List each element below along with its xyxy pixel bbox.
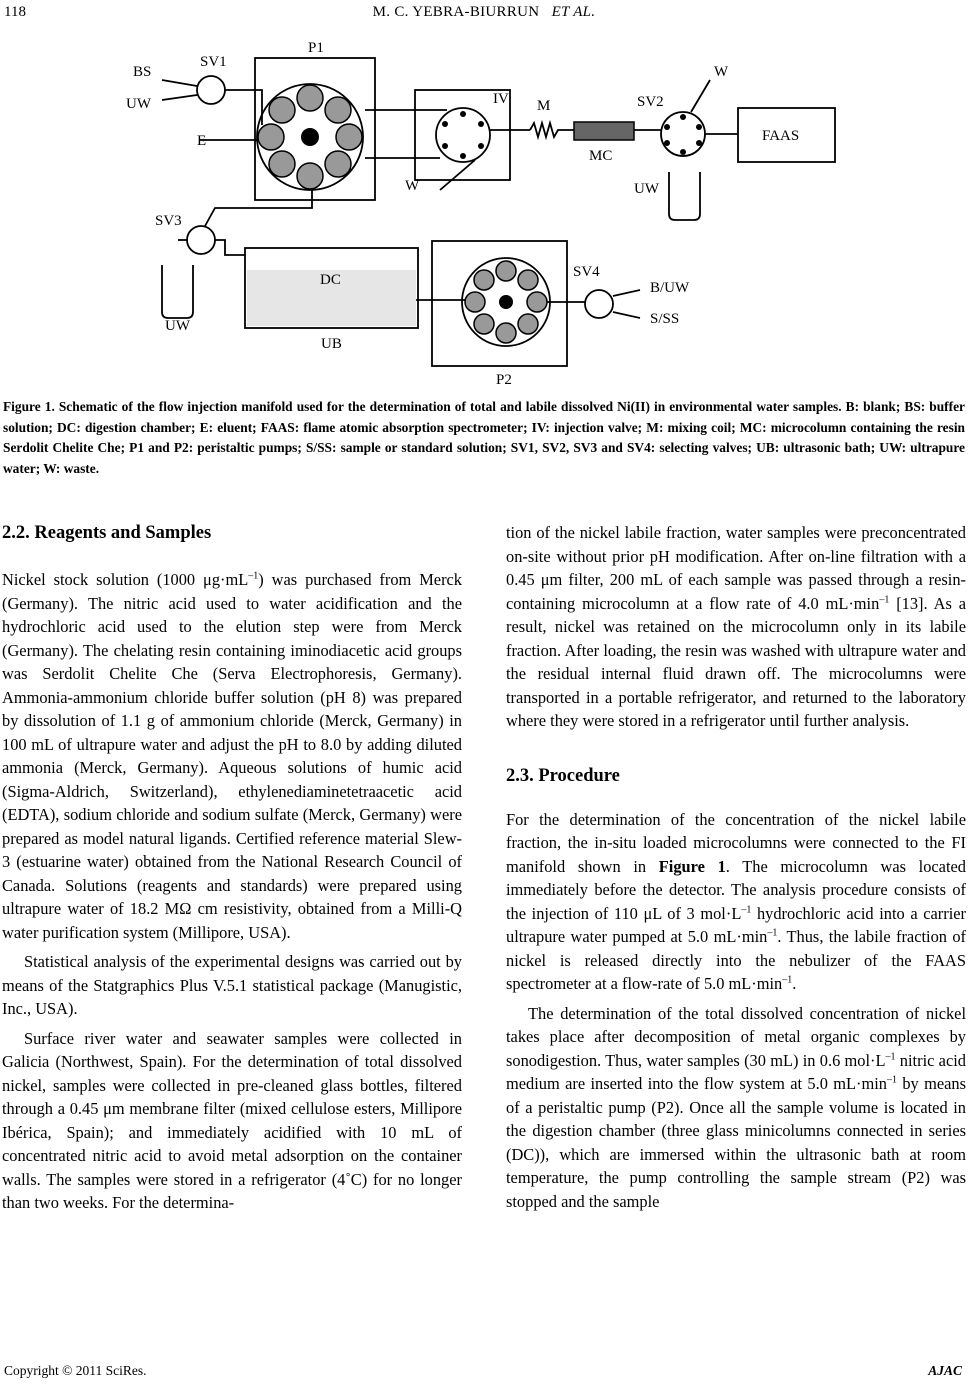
label-b-uw: B/UW	[650, 280, 690, 296]
label-ub: UB	[321, 336, 342, 352]
label-iv: IV	[493, 91, 509, 107]
running-head-et-al: ET AL.	[551, 4, 596, 20]
label-mc: MC	[589, 148, 613, 164]
label-uw-2: UW	[634, 181, 659, 197]
paragraph: Statistical analysis of the experimental designs was carried out by means of the Statgraphics Plus V.5.1 statistical package (Manugistic, Inc., USA).	[2, 952, 462, 1018]
figure-reference[interactable]: Figure 1	[658, 856, 726, 876]
sv4-valve	[585, 290, 613, 318]
right-column	[506, 521, 966, 1213]
paragraph: For the determination of the concentration of the nickel labile fraction, the in-situ loaded microcolumns were connected to the FI manifold shown in Figure 1. The microcolumn was located immediately before the detector. The analysis procedure consists of the injection of 110 μL of 3 $mol\cdot L^{-1}$ hydrochloric acid into a carrier ultrapure water pumped at 5.0 $mL\cdot\min^{-1}$. Thus, the labile fraction of nickel is released directly into the nebulizer of the FAAS spectrometer at a flow-rate of 5.0 $mL\cdot\min^{-1}$.	[506, 809, 967, 993]
sv3-valve	[187, 226, 215, 254]
label-sv4: SV4	[573, 264, 600, 280]
beaker-sv3	[162, 265, 193, 318]
microcolumn	[574, 122, 634, 140]
label-e: E	[197, 133, 207, 149]
label-p2: P2	[496, 372, 512, 388]
footer-journal: AJAC	[928, 1363, 962, 1378]
left-column	[2, 520, 462, 1215]
paragraph: tion of the nickel labile fraction, water samples were preconcentrated on-site without prior pH modification. After on-line filtration with a 0.45 μm filter, 200 mL of each sample was passed through a resin-containing microcolumn at a flow rate of 4.0 $mL\cdot\min^{-1}$ [13]. As a result, nickel was retained on the microcolumn only in its labile fraction. After loading, the resin was washed with ultrapure water and the residual internal fluid drawn off. The microcolumns were transported in a portable refrigerator, and returned to the laboratory where they were stored in a refrigerator until further analysis.	[506, 523, 966, 730]
page-number: 118	[4, 4, 26, 20]
label-dc: DC	[320, 272, 341, 288]
label-p1: P1	[308, 40, 324, 56]
paragraph: Nickel stock solution (1000 $\mu g\cdot mL^{-1}$) was purchased from Merck (Germany). The nitric acid used to water acidification and the hydrochloric acid used to the elution step were from Merck (Germany). The chelating resin containing iminodiacetic acid groups was Serdolit Chelite Che (Serva Electrophoresis, Germany). Ammonia-ammonium chloride buffer solution (pH 8) was prepared by dissolution of 1.1 g of ammonium chloride (Merck, Germany) in 100 mL of ultrapure water and adjust the pH to 8.0 by adding diluted ammonia (Merck, Germany). Aqueous solutions of humic acid (Sigma-Aldrich, Switzerland), ethylenediaminetetraacetic acid (EDTA), sodium chloride and sodium sulfate (Merck, Germany) were prepared as model natural ligands. Certified reference material Slew-3 (estuarine water) obtained from the National Research Council of Canada. Solutions (reagents and standards) were prepared using ultrapure water of 18.2 MΩ cm resistivity, obtained from a Milli-Q water purification system (Millipore, USA).	[2, 570, 462, 942]
label-sv1: SV1	[200, 54, 227, 70]
label-uw-3: UW	[165, 318, 190, 334]
label-w-1: W	[714, 64, 729, 80]
label-w-2: W	[405, 178, 420, 194]
label-sv3: SV3	[155, 213, 182, 229]
label-sv2: SV2	[637, 94, 664, 110]
footer-copyright: Copyright © 2011 SciRes.	[4, 1363, 147, 1378]
label-bs: BS	[133, 64, 152, 80]
paragraph: Surface river water and seawater samples were collected in Galicia (Northwest, Spain). For the determination of total dissolved nickel, samples were collected in pre-cleaned glass bottles, filtered through a 0.45 μm membrane filter (mixed cellulose esters, Millipore Ibérica, Spain); and immediately acidified with 10 mL of concentrated nitric acid to avoid metal adsorption on the container walls. The samples were stored in a refrigerator (4˚C) for no longer than two weeks. For the determina-	[2, 1028, 462, 1212]
label-faas: FAAS	[762, 128, 800, 144]
sv1-valve	[197, 76, 225, 104]
beaker-sv2	[669, 172, 700, 220]
paragraph: The determination of the total dissolved concentration of nickel takes place after decomposition of metal organic complexes by sonodigestion. Thus, water samples (30 mL) in 0.6 $mol\cdot L^{-1}$ nitric acid medium are inserted into the flow system at 5.0 $mL\cdot\min^{-1}$ by means of a peristaltic pump (P2). Once all the sample volume is located in the digestion chamber (three glass minicolumns connected in series (DC)), which are immersed within the ultrasonic bath at room temperature, the pump controlling the sample stream (P2) was stopped and the sample	[506, 1003, 966, 1211]
figure-caption: Figure 1. Schematic of the flow injection manifold used for the determination of total and labile dissolved Ni(II) in environmental water samples. B: blank; BS: buffer solution; DC: digestion chamber; E: eluent; FAAS: flame atomic absorption spectrometer; IV: injection valve; M: mixing coil; MC: microcolumn containing the resin Serdolit Chelite Che; P1 and P2: peristaltic pumps; S/SS: sample or standard solution; SV1, SV2, SV3 and SV4: selecting valves; UB: ultrasonic bath; UW: ultrapure water; W: waste.	[3, 399, 965, 476]
running-head	[0, 4, 968, 21]
section-heading-reagents: 2.2. Reagents and Samples	[2, 523, 212, 543]
label-s-ss: S/SS	[650, 311, 680, 327]
section-heading-procedure: 2.3. Procedure	[506, 765, 620, 786]
flow-manifold-figure	[0, 30, 968, 390]
label-m: M	[537, 98, 551, 114]
label-uw-1: UW	[126, 96, 151, 112]
running-head-authors: M. C. YEBRA-BIURRUN	[372, 4, 540, 20]
